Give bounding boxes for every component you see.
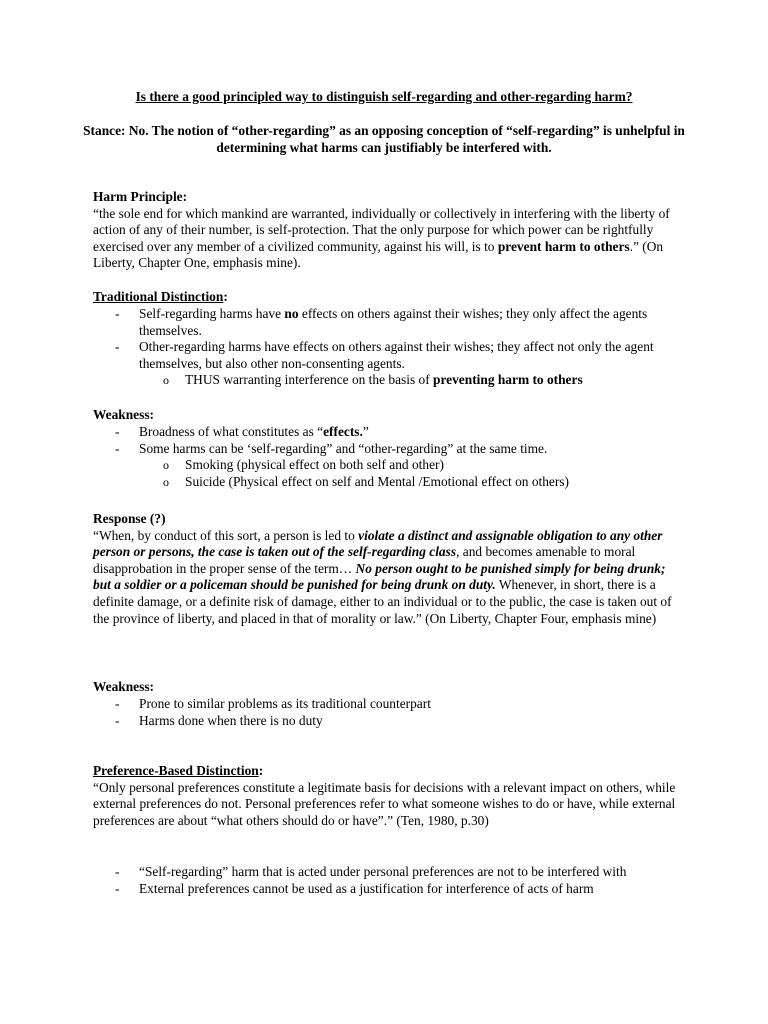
sub-list-item xyxy=(93,457,693,474)
preference-heading-text: Preference-Based Distinction xyxy=(93,763,259,778)
dash-marker: - xyxy=(115,306,120,321)
item-text: Harms done when there is no duty xyxy=(139,712,323,728)
heading-colon: : xyxy=(258,763,264,778)
list-item xyxy=(93,424,693,441)
quote-emphasis: prevent harm to others xyxy=(497,238,630,254)
item-text: Broadness of what constitutes as “ xyxy=(139,424,324,439)
harm-principle-heading: Harm Principle: xyxy=(93,189,188,204)
list-item xyxy=(93,441,693,458)
item-text: Suicide (Physical effect on self and Mental /Emotional effect on others) xyxy=(185,473,569,489)
weakness2-list xyxy=(93,696,693,729)
list-item xyxy=(93,306,693,339)
item-text: “Self-regarding” harm that is acted under personal preferences are not to be interfered with xyxy=(139,864,627,879)
item-text: Prone to similar problems as its traditional counterpart xyxy=(139,696,431,711)
item-text: Self-regarding harms have xyxy=(139,306,285,321)
item-text: External preferences cannot be used as a justification for interference of acts of harm xyxy=(139,880,594,896)
quote-emphasis: No person ought to be punished simply for being drunk; but a soldier or a policeman should be punished for being drunk on duty. xyxy=(93,560,666,593)
sub-bullet-marker: o xyxy=(163,373,169,388)
list-item xyxy=(93,881,693,898)
item-text-end: ” xyxy=(362,424,369,439)
item-emphasis: effects. xyxy=(323,424,363,439)
weakness-heading-block xyxy=(93,407,683,424)
dash-marker: - xyxy=(115,696,120,711)
item-text: Other-regarding harms have effects on others against their wishes; they affect not only the agent themselves, but also other non-consenting agents. xyxy=(139,339,654,371)
response-section xyxy=(93,511,683,627)
traditional-list xyxy=(93,306,693,389)
traditional-heading-text: Traditional Distinction xyxy=(93,289,224,304)
response-heading: Response (?) xyxy=(93,511,166,526)
quote-text-end: .” (On Liberty, Chapter One, emphasis mine). xyxy=(93,238,664,271)
sub-list-item xyxy=(93,372,693,389)
item-text: Some harms can be ‘self-regarding” and “other-regarding” at the same time. xyxy=(139,440,548,456)
dash-marker: - xyxy=(115,424,120,439)
list-item xyxy=(93,339,693,372)
heading-colon: : xyxy=(223,289,228,304)
preference-heading xyxy=(93,763,683,780)
quote-text: “the sole end for which mankind are warranted, individually or collectively in interfering with the liberty of action of any of their number, is self-protection. That the only purpose for which power can be rightfully exercised over any member of a civilized community, against his will, is to xyxy=(93,205,670,254)
quote-text: “When, by conduct of this sort, a person is led to xyxy=(93,527,359,543)
preference-list xyxy=(93,864,693,897)
dash-marker: - xyxy=(115,339,120,355)
document-title: Is there a good principled way to distinguish self-regarding and other-regarding harm? xyxy=(135,89,633,104)
dash-marker: - xyxy=(115,880,120,896)
stance-statement: Stance: No. The notion of “other-regarding” as an opposing conception of “self-regarding” is unhelpful in determining what harms can justifiably be interfered with. xyxy=(83,123,685,155)
list-item xyxy=(93,864,693,881)
item-text: THUS warranting interference on the basis of xyxy=(185,372,434,388)
item-emphasis: no xyxy=(284,306,299,321)
sub-bullet-marker: o xyxy=(163,458,169,473)
harm-principle-quote xyxy=(93,206,683,272)
item-text-end: effects on others against their wishes; they only affect the agents themselves. xyxy=(139,306,648,338)
preference-quote: “Only personal preferences constitute a legitimate basis for decisions with a relevant impact on others, while external preferences do not. Personal preferences refer to what someone wishes to do or have, while external preferences are about “what others should do or have”.” (Ten, 1980, p.30) xyxy=(93,779,676,828)
quote-emphasis: violate a distinct and assignable obligation to any other person or persons, the case is taken out of the self-regarding class xyxy=(93,527,663,560)
dash-marker: - xyxy=(115,712,120,728)
response-quote xyxy=(93,528,683,628)
preference-section xyxy=(93,763,683,829)
list-item xyxy=(93,713,693,730)
sub-list-item xyxy=(93,474,693,491)
quote-text-end: Whenever, in short, there is a definite damage, or a definite risk of damage, either to an individual or to the public, the case is taken out of the province of liberty, and placed in that of morality or law.” (On Liberty, Chapter Four, emphasis mine) xyxy=(93,577,672,626)
traditional-distinction-heading xyxy=(93,289,683,306)
list-item xyxy=(93,696,693,713)
dash-marker: - xyxy=(115,864,120,879)
item-emphasis: preventing harm to others xyxy=(433,372,583,388)
weakness-list xyxy=(93,424,693,490)
weakness-heading: Weakness: xyxy=(93,679,155,694)
quote-text: , and becomes amenable to moral disapprobation in the proper sense of the term… xyxy=(93,544,636,576)
weakness2-heading-block xyxy=(93,679,683,696)
item-text: Smoking (physical effect on both self and other) xyxy=(185,457,444,473)
weakness-heading: Weakness: xyxy=(93,407,155,422)
sub-bullet-marker: o xyxy=(163,474,169,489)
harm-principle-section xyxy=(93,189,683,272)
traditional-heading-block xyxy=(93,289,683,306)
dash-marker: - xyxy=(115,440,120,456)
